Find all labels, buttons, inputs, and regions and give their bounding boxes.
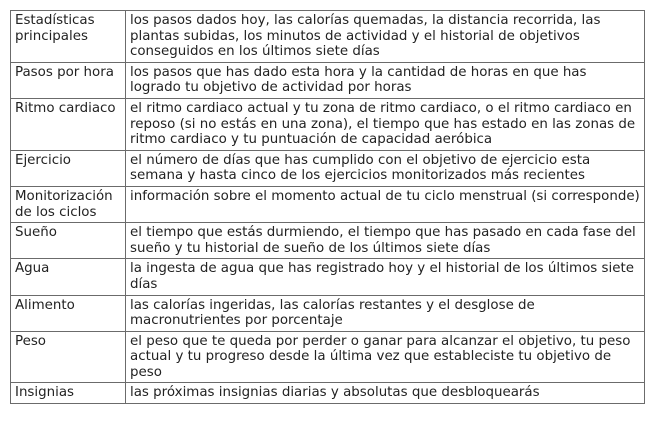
table-row bbox=[11, 98, 645, 150]
row-term: Insignias bbox=[11, 383, 126, 404]
table-row bbox=[11, 331, 645, 383]
row-description: el número de días que has cumplido con el objetivo de ejercicio esta semana y hasta cinco de los ejercicios monitorizados más recientes bbox=[126, 150, 645, 186]
row-term: Sueño bbox=[11, 223, 126, 259]
table-row bbox=[11, 150, 645, 186]
row-description: las próximas insignias diarias y absolutas que desbloquearás bbox=[126, 383, 645, 404]
row-term: Peso bbox=[11, 331, 126, 383]
table-row bbox=[11, 295, 645, 331]
row-term: Alimento bbox=[11, 295, 126, 331]
row-term: Pasos por hora bbox=[11, 62, 126, 98]
row-description: la ingesta de agua que has registrado hoy y el historial de los últimos siete días bbox=[126, 259, 645, 295]
row-description: los pasos que has dado esta hora y la cantidad de horas en que has logrado tu objetivo de actividad por horas bbox=[126, 62, 645, 98]
row-term: Estadísticas principales bbox=[11, 11, 126, 63]
stats-table bbox=[10, 10, 645, 404]
table-row bbox=[11, 62, 645, 98]
row-term: Ejercicio bbox=[11, 150, 126, 186]
table-row bbox=[11, 11, 645, 63]
row-term: Monitorización de los ciclos bbox=[11, 186, 126, 222]
table-row bbox=[11, 383, 645, 404]
table-row bbox=[11, 223, 645, 259]
table-row bbox=[11, 259, 645, 295]
row-description: el peso que te queda por perder o ganar para alcanzar el objetivo, tu peso actual y tu progreso desde la última vez que estableciste tu objetivo de peso bbox=[126, 331, 645, 383]
row-description: las calorías ingeridas, las calorías restantes y el desglose de macronutrientes por porcentaje bbox=[126, 295, 645, 331]
row-description: el tiempo que estás durmiendo, el tiempo que has pasado en cada fase del sueño y tu historial de sueño de los últimos siete días bbox=[126, 223, 645, 259]
row-description: los pasos dados hoy, las calorías quemadas, la distancia recorrida, las plantas subidas, los minutos de actividad y el historial de objetivos conseguidos en los últimos siete días bbox=[126, 11, 645, 63]
row-description: información sobre el momento actual de tu ciclo menstrual (si corresponde) bbox=[126, 186, 645, 222]
row-term: Agua bbox=[11, 259, 126, 295]
row-term: Ritmo cardiaco bbox=[11, 98, 126, 150]
table-row bbox=[11, 186, 645, 222]
row-description: el ritmo cardiaco actual y tu zona de ritmo cardiaco, o el ritmo cardiaco en reposo (si no estás en una zona), el tiempo que has estado en las zonas de ritmo cardiaco y tu puntuación de capacidad aeróbica bbox=[126, 98, 645, 150]
